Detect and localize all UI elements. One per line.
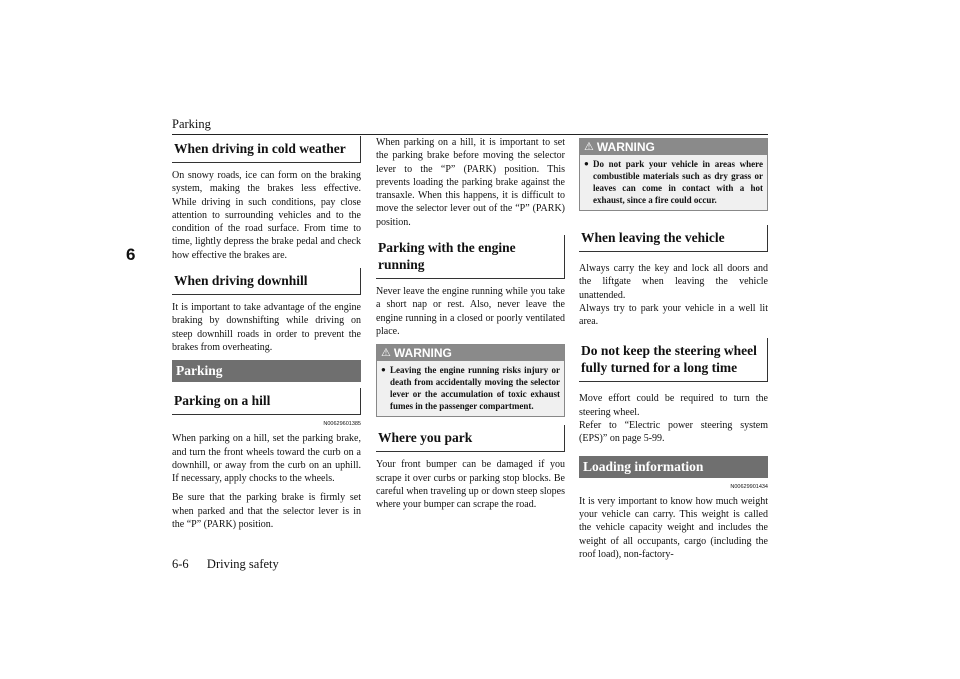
bullet-icon: ●	[584, 159, 589, 168]
warning-triangle-icon: ⚠	[584, 140, 594, 153]
warning-text: Do not park your vehicle in areas where combustible materials such as dry grass or leaves can come in contact with a hot exhaust, since a fire could occur.	[593, 159, 763, 205]
warning-box-fire	[579, 138, 768, 211]
warning-text: Leaving the engine running risks injury or death from accidentally moving the selector lever or the accumulation of toxic exhaust fumes in the passenger compartment.	[390, 365, 560, 412]
column-2	[376, 136, 565, 517]
bullet-icon: ●	[381, 365, 386, 375]
reference-code: N00629901434	[730, 483, 768, 490]
running-head: Parking	[172, 117, 211, 131]
warning-box-engine	[376, 344, 565, 417]
heading-parking-hill: Parking on a hill	[172, 388, 361, 415]
paragraph-loading: It is very important to know how much weight your vehicle can carry. This weight is called the vehicle capacity weight and includes the weight of all occupants, cargo (including the roof load), non-factory-	[579, 495, 768, 560]
warning-body	[377, 361, 564, 412]
warning-label: WARNING	[596, 140, 655, 154]
paragraph-leaving-1: Always carry the key and lock all doors and the liftgate when leaving the vehicle unattended.	[579, 263, 768, 301]
page-footer	[172, 557, 279, 572]
paragraph-downhill: It is important to take advantage of the engine braking by downshifting while driving on steep downhill roads in order to prevent the brakes from overheating.	[172, 302, 361, 353]
warning-title	[377, 345, 564, 361]
paragraph-hill-1: When parking on a hill, set the parking brake, and turn the front wheels toward the curb on a downhill, or away from the curb on an uphill. If necessary, apply chocks to the wheels.	[172, 433, 361, 485]
warning-title	[580, 139, 767, 155]
header-rule	[172, 134, 768, 135]
paragraph-hill-2: Be sure that the parking brake is firmly set when parked and that the selector lever is in the “P” (PARK) position.	[172, 492, 361, 531]
heading-loading-information: Loading information	[579, 456, 768, 478]
footer-section: Driving safety	[206, 557, 279, 571]
column-3	[579, 136, 768, 567]
warning-label: WARNING	[393, 346, 452, 361]
heading-leaving-vehicle: When leaving the vehicle	[579, 225, 768, 252]
warning-triangle-icon: ⚠	[381, 346, 391, 359]
paragraph-steering-2: Refer to “Electric power steering system (EPS)” on page 5-99.	[579, 420, 768, 445]
paragraph-engine-running: Never leave the engine running while you take a short nap or rest. Also, never leave the engine running in a closed or poorly ventilated place.	[376, 286, 565, 337]
warning-body	[580, 155, 767, 206]
paragraph-hill-continued: When parking on a hill, it is important to set the parking brake before moving the selector lever to the “P” (PARK) position. This prevents loading the parking brake against the transaxle. When this happens, it is difficult to move the selector lever out of the “P” (PARK) position.	[376, 137, 565, 228]
reference-code: N00629601385	[323, 421, 361, 428]
chapter-tab: 6	[126, 245, 136, 264]
paragraph-cold-weather: On snowy roads, ice can form on the braking system, making the brakes less effective. While driving in such conditions, pay close attention to surrounding vehicles and to the condition of the road surface. From time to time, lightly depress the brake pedal and check how effective the brakes are.	[172, 170, 361, 261]
page-number: 6-6	[172, 557, 189, 571]
heading-where-you-park: Where you park	[376, 425, 565, 452]
heading-downhill: When driving downhill	[172, 268, 361, 295]
paragraph-steering-1: Move effort could be required to turn the steering wheel.	[579, 393, 768, 418]
column-1	[172, 136, 361, 537]
heading-steering-wheel: Do not keep the steering wheel fully turned for a long time	[579, 338, 768, 382]
heading-cold-weather: When driving in cold weather	[172, 136, 361, 163]
paragraph-where-you-park: Your front bumper can be damaged if you scrape it over curbs or parking stop blocks. Be careful when traveling up or down steep slopes where your bumper can scrape the road.	[376, 459, 565, 511]
heading-engine-running: Parking with the engine running	[376, 235, 565, 279]
paragraph-leaving-2: Always try to park your vehicle in a well lit area.	[579, 302, 768, 328]
heading-parking: Parking	[172, 360, 361, 382]
